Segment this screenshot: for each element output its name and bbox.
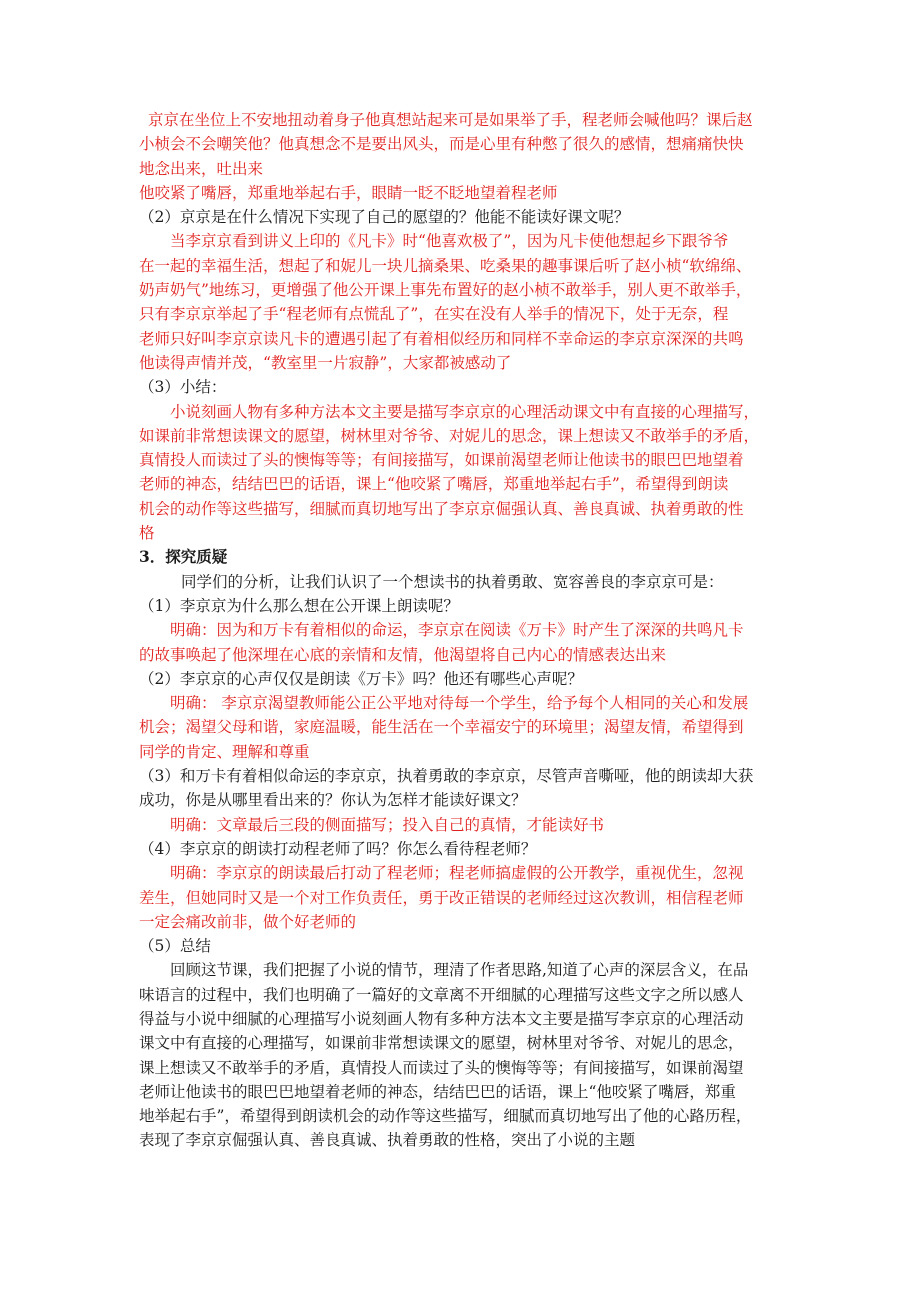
text-line: 地念出来，吐出来	[139, 159, 264, 178]
text-line: 成功，你是从哪里看出来的？你认为怎样才能读好课文？	[139, 791, 527, 810]
text-line: （3）和万卡有着相似命运的李京京，执着勇敢的李京京，尽管声音嘶哑，他的朗读却大获	[139, 767, 754, 786]
text-line: 明确：因为和万卡有着相似的命运，李京京在阅读《万卡》时产生了深深的共鸣凡卡	[170, 621, 744, 640]
text-line: 同学们的分析，让我们认识了一个想读书的执着勇敢、宽容善良的李京京可是：	[181, 572, 724, 591]
text-line: （1）李京京为什么那么想在公开课上朗读呢？	[139, 596, 459, 615]
text-line: 机会的动作等这些描写，细腻而真切地写出了李京京倔强认真、善良真诚、执着勇敢的性	[139, 499, 744, 518]
text-line: 京京在坐位上不安地扭动着身子他真想站起来可是如果举了手，程老师会喊他吗？课后赵	[148, 111, 753, 129]
text-line: 他读得声情并茂，“教室里一片寂静”，大家都被感动了	[139, 353, 512, 372]
text-line: 老师只好叫李京京读凡卡的遭遇引起了有着相似经历和同样不幸命运的李京京深深的共鸣	[139, 329, 744, 348]
text-line: 3．探究质疑	[139, 547, 228, 567]
text-line: 明确：李京京的朗读最后打动了程老师；程老师搞虚假的公开教学，重视优生，忽视	[170, 864, 744, 883]
text-line: （2）京京是在什么情况下实现了自己的愿望的？他能不能读好课文呢？	[139, 208, 630, 227]
text-line: （5）总结	[139, 937, 211, 956]
text-line: 味语言的过程中，我们也明确了一篇好的文章离不开细腻的心理描写这些文字之所以感人	[139, 985, 744, 1004]
text-line: 老师让他读书的眼巴巴地望着老师的神态，结结巴巴的话语，课上“他咬紧了嘴唇，郑重	[139, 1082, 736, 1101]
text-line: 在一起的幸福生活，想起了和妮儿一块儿摘桑果、吃桑果的趣事课后听了赵小桢“软绵绵、	[139, 256, 752, 275]
text-line: 小说刻画人物有多种方法本文主要是描写李京京的心理活动课文中有直接的心理描写，	[170, 402, 760, 421]
text-line: 回顾这节课，我们把握了小说的情节，理清了作者思路,知道了心声的深层含义，在品	[170, 961, 749, 980]
text-line: （2）李京京的心声仅仅是朗读《万卡》吗？他还有哪些心声呢？	[139, 669, 583, 688]
text-line: 地举起右手”，希望得到朗读机会的动作等这些描写，细腻而真切地写出了他的心路历程，	[139, 1107, 752, 1126]
text-line: 小桢会不会嘲笑他？他真想念不是要出风头，而是心里有种憋了很久的感情，想痛痛快快	[139, 135, 744, 154]
text-line: （3）小结：	[139, 378, 227, 397]
text-line: 课上想读又不敢举手的矛盾，真情投人而读过了头的懊悔等等；有间接描写，如课前渴望	[139, 1058, 744, 1077]
text-line: 明确： 李京京渴望教师能公正公平地对待每一个学生，给予每个人相同的关心和发展	[170, 694, 749, 713]
text-line: 明确：文章最后三段的侧面描写；投入自己的真情，才能读好书	[170, 815, 605, 834]
text-line: （4）李京京的朗读打动程老师了吗？你怎么看待程老师？	[139, 839, 537, 858]
document-body	[139, 108, 789, 1153]
text-line: 的故事唤起了他深埋在心底的亲情和友情，他渴望将自己内心的情感表达出来	[139, 645, 667, 664]
text-line: 当李京京看到讲义上印的《凡卡》时“他喜欢极了”，因为凡卡使他想起乡下跟爷爷	[170, 232, 729, 251]
text-line: 格	[139, 524, 155, 543]
text-line: 课文中有直接的心理描写，如课前非常想读课文的愿望，树林里对爷爷、对妮儿的思念，	[139, 1034, 744, 1053]
text-line: 如课前非常想读课文的愿望，树林里对爷爷、对妮儿的思念，课上想读又不敢举手的矛盾，	[139, 426, 760, 445]
text-line: 一定会痛改前非，做个好老师的	[139, 912, 357, 931]
text-line: 奶声奶气”地练习，更增强了他公开课上事先布置好的赵小桢不敢举手，别人更不敢举手，	[139, 281, 752, 300]
text-line: 机会；渴望父母和谐，家庭温暖，能生活在一个幸福安宁的环境里；渴望友情，希望得到	[139, 718, 744, 737]
text-line: 老师的神态，结结巴巴的话语，课上“他咬紧了嘴唇，郑重地举起右手”，希望得到朗读	[139, 475, 729, 494]
text-line: 他咬紧了嘴唇，郑重地举起右手，眼睛一眨不眨地望着程老师	[139, 183, 558, 202]
text-line: 得益与小说中细腻的心理描写小说刻画人物有多种方法本文主要是描写李京京的心理活动	[139, 1009, 744, 1028]
text-line: 表现了李京京倔强认真、善良真诚、执着勇敢的性格，突出了小说的主题	[139, 1131, 636, 1150]
text-line: 同学的肯定、理解和尊重	[139, 742, 310, 761]
text-line: 差生，但她同时又是一个对工作负责任，勇于改正错误的老师经过这次教训，相信程老师	[139, 888, 744, 907]
text-line: 只有李京京举起了手“程老师有点慌乱了”，在实在没有人举手的情况下，处于无奈，程	[139, 305, 729, 324]
text-line: 真情投人而读过了头的懊悔等等；有间接描写，如课前渴望老师让他读书的眼巴巴地望着	[139, 451, 744, 470]
